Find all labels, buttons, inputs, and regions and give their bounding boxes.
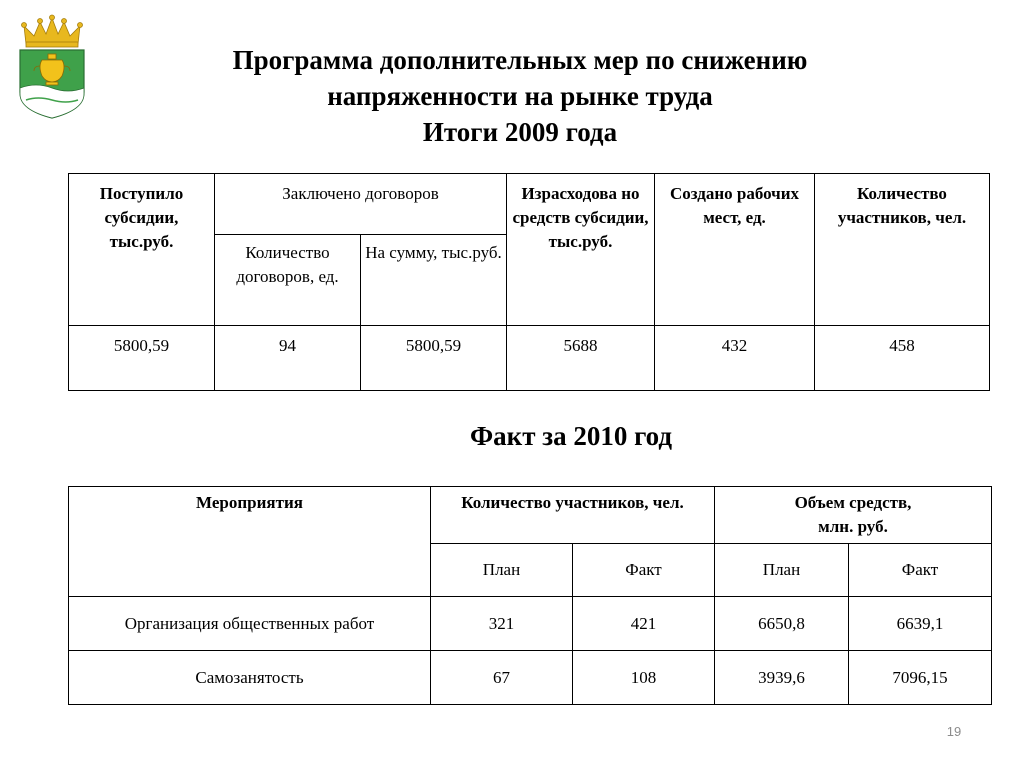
header-subsidy-spent: Израсходова но средств субсидии, тыс.руб. — [507, 174, 655, 326]
results-2009-table — [68, 173, 990, 391]
cell-subsidy-received: 5800,59 — [69, 326, 215, 391]
table-row — [69, 597, 992, 651]
cell-funds-fact: 7096,15 — [849, 651, 992, 705]
header-contracts-count: Количество договоров, ед. — [215, 235, 361, 326]
page-title — [160, 42, 880, 150]
header-funds-line-2: млн. руб. — [818, 517, 888, 536]
header-contracts-sum: На сумму, тыс.руб. — [361, 235, 507, 326]
header-funds-volume — [715, 487, 992, 544]
page-number: 19 — [946, 724, 962, 739]
cell-participants-plan: 321 — [431, 597, 573, 651]
header-funds-fact: Факт — [849, 544, 992, 597]
header-contracts-concluded: Заключено договоров — [215, 174, 507, 235]
cell-participants-fact: 108 — [573, 651, 715, 705]
cell-subsidy-spent: 5688 — [507, 326, 655, 391]
header-subsidy-received: Поступило субсидии, тыс.руб. — [69, 174, 215, 326]
header-participants-count: Количество участников, чел. — [431, 487, 715, 544]
table-row — [69, 651, 992, 705]
cell-contracts-sum: 5800,59 — [361, 326, 507, 391]
fact-2010-table — [68, 486, 992, 705]
table-row — [69, 326, 990, 391]
header-funds-line-1: Объем средств, — [794, 493, 912, 512]
cell-funds-plan: 6650,8 — [715, 597, 849, 651]
cell-contracts-count: 94 — [215, 326, 361, 391]
section-title-2010: Факт за 2010 год — [469, 421, 673, 451]
title-line-3: Итоги 2009 года — [422, 117, 618, 147]
cell-event-name: Организация общественных работ — [69, 597, 431, 651]
header-participants-fact: Факт — [573, 544, 715, 597]
title-line-2: напряженности на рынке труда — [327, 81, 713, 111]
cell-participants: 458 — [815, 326, 990, 391]
coat-of-arms-icon — [16, 14, 88, 120]
header-participants-plan: План — [431, 544, 573, 597]
cell-funds-plan: 3939,6 — [715, 651, 849, 705]
header-events: Мероприятия — [69, 487, 431, 597]
header-jobs-created: Создано рабочих мест, ед. — [655, 174, 815, 326]
header-participants: Количество участников, чел. — [815, 174, 990, 326]
header-funds-plan: План — [715, 544, 849, 597]
cell-participants-plan: 67 — [431, 651, 573, 705]
cell-jobs-created: 432 — [655, 326, 815, 391]
cell-participants-fact: 421 — [573, 597, 715, 651]
cell-funds-fact: 6639,1 — [849, 597, 992, 651]
cell-event-name: Самозанятость — [69, 651, 431, 705]
title-line-1: Программа дополнительных мер по снижению — [232, 45, 808, 75]
